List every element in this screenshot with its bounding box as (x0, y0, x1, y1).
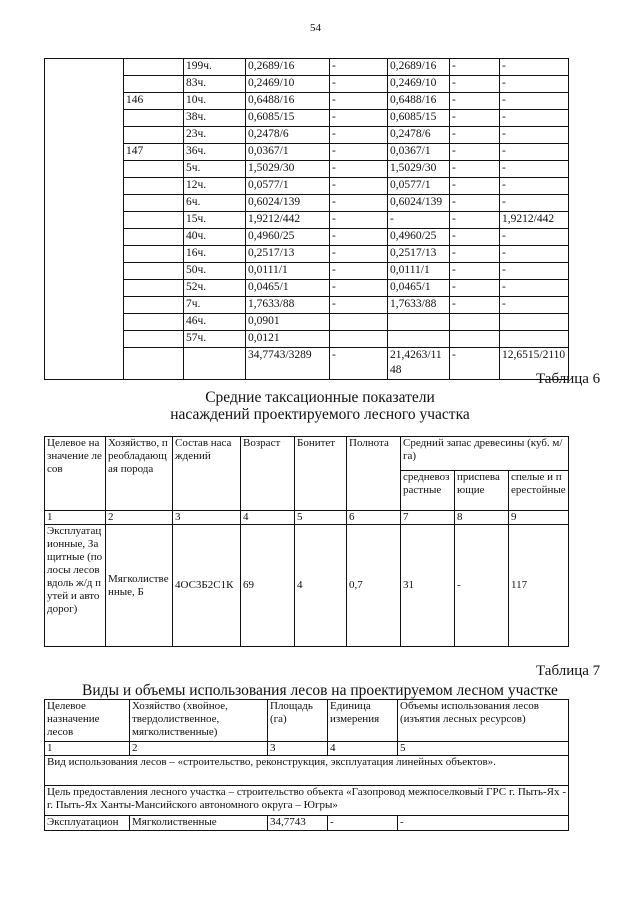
header-composition: Состав насаждений (173, 437, 241, 511)
col-num: 5 (398, 742, 569, 756)
col-num: 5 (295, 511, 347, 525)
cell-c5: 0,6085/15 (388, 110, 450, 127)
cell-area: 0,0901 (246, 314, 330, 331)
table-row (45, 229, 569, 246)
t7-row-purpose: Эксплуатацион (45, 816, 130, 831)
total-row (45, 348, 569, 380)
forest-plots-body (45, 59, 569, 380)
cell-area: 1,9212/442 (246, 212, 330, 229)
table-row (45, 212, 569, 229)
cell-c5: 1,7633/88 (388, 297, 450, 314)
table-row (45, 195, 569, 212)
cell-c4: - (330, 93, 388, 110)
cell-kv (124, 297, 184, 314)
table-row (45, 314, 569, 331)
cell-kv (124, 314, 184, 331)
use-type: Вид использования лесов – «строительство, реконструкция, эксплуатация линейных объектов». (45, 756, 569, 786)
total-c5: 21,4263/1148 (388, 348, 450, 380)
total-c6: - (450, 348, 500, 380)
cell-vyd: 12ч. (184, 178, 246, 195)
table-row (45, 280, 569, 297)
cell-vyd: 199ч. (184, 59, 246, 76)
cell-c4: - (330, 297, 388, 314)
cell-c6: - (450, 76, 500, 93)
table-row (45, 161, 569, 178)
cell-kv (124, 178, 184, 195)
header-age: Возраст (241, 437, 295, 511)
cell-c7: - (500, 195, 569, 212)
col-num: 3 (173, 511, 241, 525)
cell-c4: - (330, 110, 388, 127)
header-mid-age: средневозрастные (401, 471, 455, 511)
table6-label: Таблица 6 (536, 371, 601, 387)
row-density: 0,7 (347, 525, 401, 647)
table-row (45, 263, 569, 280)
cell-c7: - (500, 59, 569, 76)
cell-c6: - (450, 280, 500, 297)
cell-c5: 0,0367/1 (388, 144, 450, 161)
cell-c4: - (330, 229, 388, 246)
cell-c6: - (450, 144, 500, 161)
t7-column-numbers (45, 742, 569, 756)
cell-kv (124, 246, 184, 263)
col-num: 4 (328, 742, 398, 756)
col-num: 6 (347, 511, 401, 525)
taxation-row (45, 525, 569, 647)
cell-c4: - (330, 178, 388, 195)
total-area: 34,7743/3289 (246, 348, 330, 380)
t7-header-unit: Единица измерения (328, 700, 398, 742)
cell-area: 0,0577/1 (246, 178, 330, 195)
table-row (45, 76, 569, 93)
cell-area: 1,5029/30 (246, 161, 330, 178)
cell-kv (124, 331, 184, 348)
cell-c7: - (500, 110, 569, 127)
cell-c5 (388, 331, 450, 348)
header-mature: спелые и перестойные (509, 471, 569, 511)
cell-vyd: 38ч. (184, 110, 246, 127)
cell-c6: - (450, 178, 500, 195)
cell-vyd: 52ч. (184, 280, 246, 297)
cell-c4: - (330, 59, 388, 76)
cell-vyd: 83ч. (184, 76, 246, 93)
cell-kv (124, 212, 184, 229)
col-num: 2 (106, 511, 173, 525)
cell-c6: - (450, 110, 500, 127)
cell-vyd: 46ч. (184, 314, 246, 331)
total-empty (184, 348, 246, 380)
cell-kv (124, 263, 184, 280)
cell-vyd: 6ч. (184, 195, 246, 212)
t7-row-area: 34,7743 (268, 816, 328, 831)
cell-c4: - (330, 144, 388, 161)
total-c7: 12,6515/2110 (500, 348, 569, 380)
row-mature: 117 (509, 525, 569, 647)
row-economy: Мягколиственные, Б (106, 525, 173, 647)
cell-c7: - (500, 263, 569, 280)
t7-header-purpose: Целевое назначение лесов (45, 700, 130, 742)
cell-kv (124, 76, 184, 93)
cell-area: 0,6488/16 (246, 93, 330, 110)
table-row (45, 110, 569, 127)
cell-c5: 1,5029/30 (388, 161, 450, 178)
cell-area: 0,6085/15 (246, 110, 330, 127)
cell-c7: - (500, 297, 569, 314)
cell-vyd: 57ч. (184, 331, 246, 348)
cell-c5 (388, 314, 450, 331)
cell-c5: 0,0111/1 (388, 263, 450, 280)
cell-c7: - (500, 178, 569, 195)
cell-c4 (330, 331, 388, 348)
cell-c6: - (450, 246, 500, 263)
section-cell (45, 59, 124, 380)
cell-area: 0,6024/139 (246, 195, 330, 212)
cell-c5: 0,6488/16 (388, 93, 450, 110)
cell-vyd: 10ч. (184, 93, 246, 110)
cell-area: 0,0111/1 (246, 263, 330, 280)
cell-vyd: 50ч. (184, 263, 246, 280)
col-num: 4 (241, 511, 295, 525)
header-stock: Средний запас древесины (куб. м/га) (401, 437, 569, 471)
cell-vyd: 5ч. (184, 161, 246, 178)
cell-c4: - (330, 76, 388, 93)
cell-c6: - (450, 93, 500, 110)
cell-kv (124, 59, 184, 76)
cell-area: 0,2478/6 (246, 127, 330, 144)
t7-row-unit: - (328, 816, 398, 831)
row-age: 69 (241, 525, 295, 647)
t7-header-economy: Хозяйство (хвойное, твердолиственное, мягколиственные) (130, 700, 268, 742)
cell-c4: - (330, 161, 388, 178)
cell-area: 0,4960/25 (246, 229, 330, 246)
table-row (45, 144, 569, 161)
cell-c6: - (450, 229, 500, 246)
cell-c7: - (500, 229, 569, 246)
col-num: 3 (268, 742, 328, 756)
cell-c7: - (500, 246, 569, 263)
table-row (45, 297, 569, 314)
cell-area: 0,2689/16 (246, 59, 330, 76)
cell-c4: - (330, 280, 388, 297)
cell-c5: 0,4960/25 (388, 229, 450, 246)
cell-area: 0,0367/1 (246, 144, 330, 161)
cell-c6: - (450, 263, 500, 280)
t7-header-area: Площадь (га) (268, 700, 328, 742)
table-row (45, 127, 569, 144)
cell-c6 (450, 331, 500, 348)
cell-c4: - (330, 195, 388, 212)
table7-title: Виды и объемы использования лесов на проектируемом лесном участке (82, 682, 558, 699)
cell-c7: - (500, 76, 569, 93)
col-num: 2 (130, 742, 268, 756)
cell-vyd: 16ч. (184, 246, 246, 263)
cell-kv: 146 (124, 93, 184, 110)
table7-label: Таблица 7 (536, 663, 601, 679)
cell-area: 0,0465/1 (246, 280, 330, 297)
row-purpose: Эксплуатационные, Защитные (полосы лесов вдоль ж/д путей и автодорог) (45, 525, 106, 647)
table-row (45, 93, 569, 110)
cell-area: 0,2517/13 (246, 246, 330, 263)
col-num: 1 (45, 511, 106, 525)
cell-c4: - (330, 263, 388, 280)
cell-c7 (500, 314, 569, 331)
header-purpose: Целевое назначение лесов (45, 437, 106, 511)
cell-c6 (450, 314, 500, 331)
t7-header-volume: Объемы использования лесов (изъятия лесных ресурсов) (398, 700, 569, 742)
cell-c7: - (500, 127, 569, 144)
header-bonitet: Бонитет (295, 437, 347, 511)
total-c4: - (330, 348, 388, 380)
use-goal: Цель предоставления лесного участка – строительство объекта «Газопровод межпоселковый ГРС г. Пыть-Ях - г. Пыть-Ях Ханты-Мансийского автономного округа – Югры» (45, 786, 569, 816)
cell-c4: - (330, 127, 388, 144)
cell-c6: - (450, 297, 500, 314)
table-row (45, 246, 569, 263)
cell-kv (124, 195, 184, 212)
cell-vyd: 15ч. (184, 212, 246, 229)
row-mid-age: 31 (401, 525, 455, 647)
cell-kv (124, 127, 184, 144)
forest-use-table (44, 699, 569, 831)
header-economy: Хозяйство, преобладающая порода (106, 437, 173, 511)
row-composition: 4ОС3Б2С1К (173, 525, 241, 647)
row-bonitet: 4 (295, 525, 347, 647)
cell-c7: - (500, 161, 569, 178)
taxation-table (44, 436, 569, 647)
cell-kv: 147 (124, 144, 184, 161)
col-num: 8 (455, 511, 509, 525)
cell-c7: 1,9212/442 (500, 212, 569, 229)
table6-title-line1: Средние таксационные показатели (205, 389, 435, 406)
cell-c7 (500, 331, 569, 348)
column-numbers (45, 511, 569, 525)
cell-c7: - (500, 93, 569, 110)
row-ripening: - (455, 525, 509, 647)
table-row (45, 331, 569, 348)
page-number: 54 (310, 22, 321, 34)
cell-kv (124, 229, 184, 246)
cell-vyd: 36ч. (184, 144, 246, 161)
cell-c6: - (450, 161, 500, 178)
cell-c4: - (330, 246, 388, 263)
cell-vyd: 40ч. (184, 229, 246, 246)
cell-c5: 0,2517/13 (388, 246, 450, 263)
cell-c4: - (330, 212, 388, 229)
cell-c6: - (450, 59, 500, 76)
t7-row-economy: Мягколиственные (130, 816, 268, 831)
table6-title-line2: насаждений проектируемого лесного участка (170, 406, 470, 423)
cell-kv (124, 280, 184, 297)
col-num: 1 (45, 742, 130, 756)
cell-c4 (330, 314, 388, 331)
cell-kv (124, 110, 184, 127)
col-num: 9 (509, 511, 569, 525)
cell-kv (124, 161, 184, 178)
t7-row-volume: - (398, 816, 569, 831)
header-ripening: приспевающие (455, 471, 509, 511)
cell-c5: - (388, 212, 450, 229)
cell-vyd: 7ч. (184, 297, 246, 314)
table-row (45, 59, 569, 76)
cell-c6: - (450, 212, 500, 229)
forest-plots-table (44, 58, 569, 380)
cell-c5: 0,2478/6 (388, 127, 450, 144)
cell-c5: 0,0465/1 (388, 280, 450, 297)
cell-c6: - (450, 127, 500, 144)
cell-c5: 0,2689/16 (388, 59, 450, 76)
cell-c7: - (500, 144, 569, 161)
header-density: Полнота (347, 437, 401, 511)
cell-area: 0,2469/10 (246, 76, 330, 93)
cell-c6: - (450, 195, 500, 212)
total-empty (124, 348, 184, 380)
cell-c5: 0,2469/10 (388, 76, 450, 93)
table-row (45, 178, 569, 195)
cell-c5: 0,6024/139 (388, 195, 450, 212)
cell-area: 0,0121 (246, 331, 330, 348)
forest-use-row (45, 816, 569, 831)
cell-c7: - (500, 280, 569, 297)
cell-area: 1,7633/88 (246, 297, 330, 314)
cell-c5: 0,0577/1 (388, 178, 450, 195)
col-num: 7 (401, 511, 455, 525)
cell-vyd: 23ч. (184, 127, 246, 144)
